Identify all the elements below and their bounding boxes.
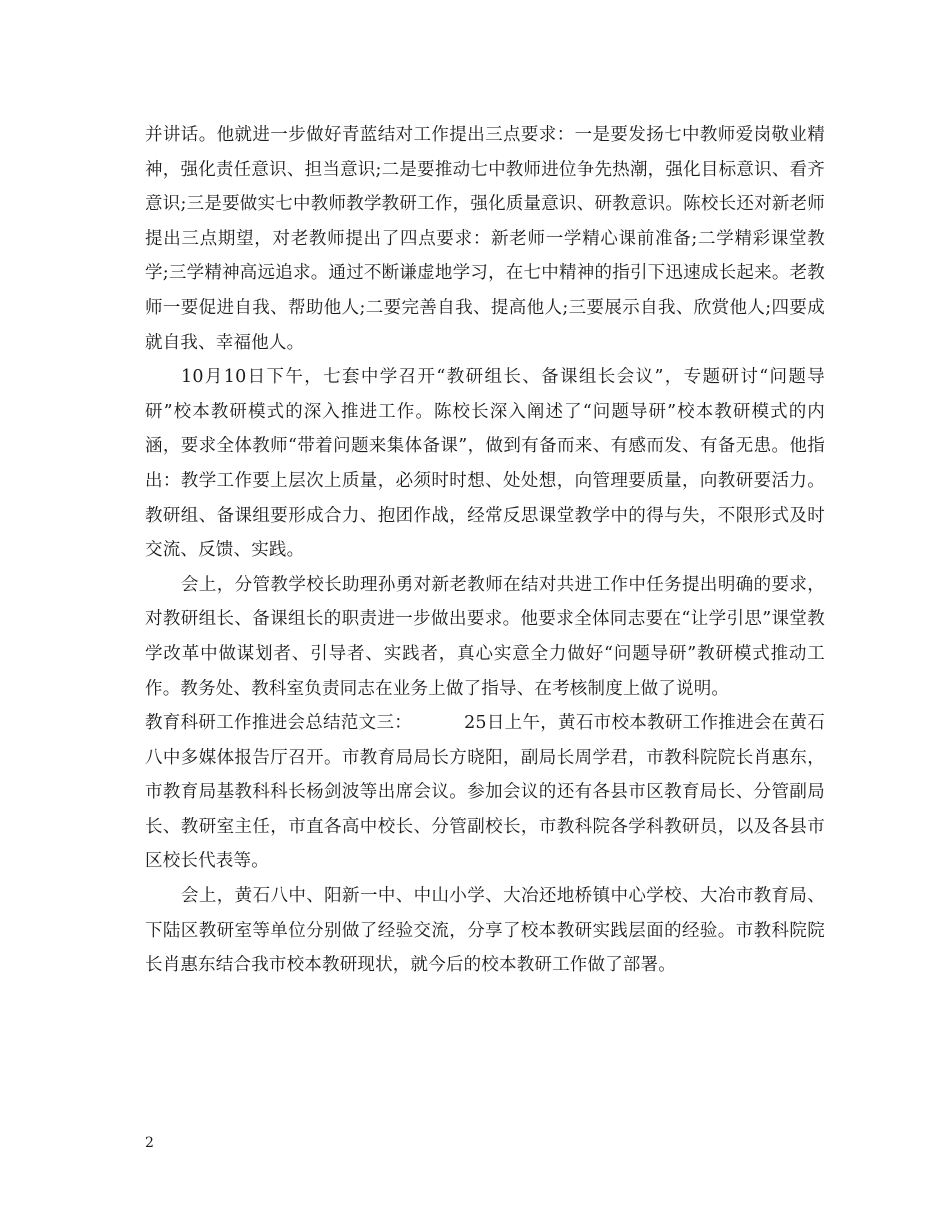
paragraph-sun-yong: 会上，分管教学校长助理孙勇对新老教师在结对共进工作中任务提出明确的要求，对教研组长、备课组长的职责进一步做出要求。他要求全体同志要在“让学引思”课堂教学改革中做谋划者、引导者、实践者，真心实意全力做好“问题导研”教研模式推动工作。教务处、教科室负责同志在业务上做了指导、在考核制度上做了说明。	[145, 574, 825, 699]
paragraph-continued: 并讲话。他就进一步做好青蓝结对工作提出三点要求：一是要发扬七中教师爱岗敬业精神，强化责任意识、担当意识;二是要推动七中教师进位争先热潮，强化目标意识、看齐意识;三是要做实七中教师教学教研工作，强化质量意识、研教意识。陈校长还对新老师提出三点期望，对老教师提出了四点要求：新老师一学精心课前准备;二学精彩课堂教学;三学精神高远追求。通过不断谦虚地学习，在七中精神的指引下迅速成长起来。老教师一要促进自我、帮助他人;二要完善自我、提高他人;三要展示自我、欣赏他人;四要成就自我、幸福他人。	[145, 125, 825, 353]
section-heading: 教育科研工作推进会总结范文三：	[145, 713, 413, 734]
paragraph-meeting-oct10: 10月10日下午，七套中学召开“教研组长、备课组长会议”，专题研讨“问题导研”校本教研模式的深入推进工作。陈校长深入阐述了“问题导研”校本教研模式的内涵，要求全体教师“带着问题来集体备课”，做到有备而来、有感而发、有备无患。他指出：教学工作要上层次上质量，必须时时想、处处想，向管理要质量，向教研要活力。教研组、备课组要形成合力、抱团作战，经常反思课堂教学中的得与失，不限形式及时交流、反馈、实践。	[145, 367, 825, 561]
document-body	[145, 118, 825, 983]
paragraph-experience-exchange: 会上，黄石八中、阳新一中、中山小学、大冶还地桥镇中心学校、大冶市教育局、下陆区教研室等单位分别做了经验交流，分享了校本教研实践层面的经验。市教科院院长肖惠东结合我市校本教研现状，就今后的校本教研工作做了部署。	[145, 886, 825, 976]
page-number: 2	[145, 1135, 154, 1151]
paragraph-section-three	[145, 706, 825, 879]
paragraph-huangshi-meeting: 25日上午，黄石市校本教研工作推进会在黄石八中多媒体报告厅召开。市教育局局长方晓阳，副局长周学君，市教科院院长肖惠东，市教育局基教科科长杨剑波等出席会议。参加会议的还有各县市区教育局长、分管副局长、教研室主任，市直各高中校长、分管副校长，市教科院各学科教研员，以及各县市区校长代表等。	[145, 713, 826, 872]
